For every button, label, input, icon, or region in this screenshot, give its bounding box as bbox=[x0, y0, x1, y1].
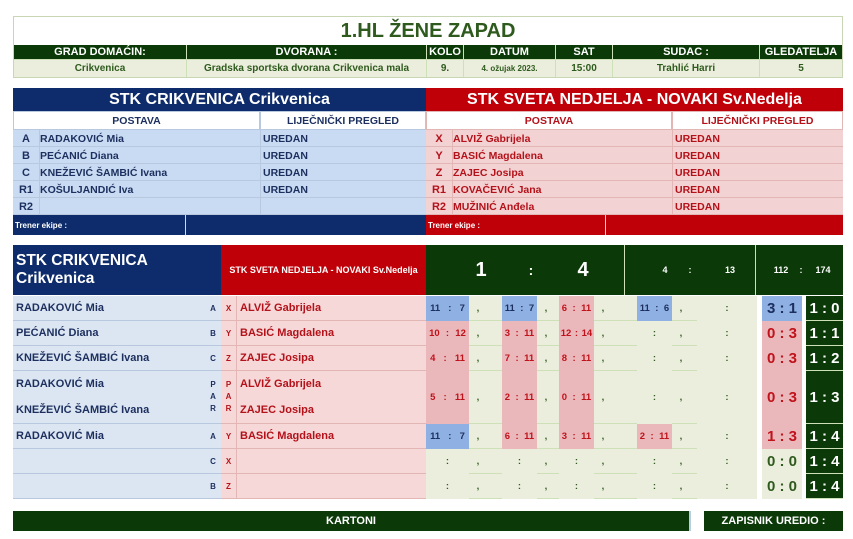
set-score bbox=[502, 346, 537, 371]
set-comma: , bbox=[544, 353, 548, 364]
set-comma: , bbox=[679, 328, 683, 339]
away-team-name: STK SVETA NEDJELJA - NOVAKI Sv.Nedelja bbox=[426, 88, 843, 111]
home-team-box bbox=[13, 88, 426, 235]
set-score bbox=[502, 474, 537, 499]
value-dvorana: Gradska sportska dvorana Crikvenica mala bbox=[187, 59, 427, 77]
match-away-players bbox=[237, 424, 426, 449]
home-player-name: RADAKOVIĆ Mia bbox=[16, 430, 105, 442]
set-separator: : bbox=[517, 481, 522, 492]
set-comma: , bbox=[601, 303, 605, 314]
set-separator: : bbox=[725, 392, 729, 403]
set-score bbox=[697, 296, 757, 321]
summary-away-name: STK SVETA NEDJELJA - NOVAKI Sv.Nedelja bbox=[221, 245, 426, 295]
match-home-players bbox=[13, 346, 205, 371]
set-score bbox=[426, 449, 469, 474]
set-separator: : bbox=[515, 353, 519, 364]
set-away-points: 6 bbox=[663, 303, 670, 314]
set-away-points: 11 bbox=[581, 353, 592, 364]
home-postava-label: POSTAVA bbox=[13, 111, 260, 130]
running-total: 1 : 2 bbox=[806, 346, 843, 371]
match-result: 0 : 3 bbox=[762, 321, 802, 346]
slot-letter: A bbox=[225, 392, 232, 401]
player-row bbox=[426, 164, 843, 181]
set-separator: : bbox=[448, 431, 452, 442]
col-kolo: KOLO bbox=[427, 45, 464, 59]
divider bbox=[185, 215, 186, 235]
player-status: UREDAN bbox=[672, 198, 843, 215]
player-row bbox=[13, 130, 426, 147]
set-comma: , bbox=[601, 392, 605, 403]
set-score bbox=[637, 321, 672, 346]
player-slot: R1 bbox=[18, 183, 34, 196]
set-separator: : bbox=[655, 303, 659, 314]
home-slot bbox=[205, 449, 221, 474]
set-comma: , bbox=[476, 353, 480, 364]
home-matches-won: 1 bbox=[475, 258, 487, 281]
value-gledatelja: 5 bbox=[760, 59, 842, 77]
away-player-name: ZAJEC Josipa bbox=[240, 352, 314, 364]
set-separator: : bbox=[650, 431, 654, 442]
set-score bbox=[559, 449, 594, 474]
slot-letter: B bbox=[210, 481, 216, 491]
set-comma: , bbox=[679, 456, 683, 467]
player-slot: Z bbox=[435, 166, 443, 179]
away-slot bbox=[221, 449, 237, 474]
set-home-points: 0 bbox=[561, 392, 568, 403]
player-status: UREDAN bbox=[260, 130, 426, 147]
home-slot bbox=[205, 371, 221, 424]
match-away-players bbox=[237, 296, 426, 321]
set-score bbox=[697, 321, 757, 346]
value-sudac: Trahlić Harri bbox=[613, 59, 760, 77]
home-player-name: RADAKOVIĆ Mia bbox=[16, 378, 105, 390]
set-score bbox=[637, 449, 672, 474]
slot-letter: P bbox=[210, 380, 216, 389]
set-comma: , bbox=[679, 303, 683, 314]
col-gledatelja: GLEDATELJA bbox=[760, 45, 842, 59]
set-separator: : bbox=[572, 392, 576, 403]
home-slot bbox=[205, 346, 221, 371]
zapisnik-bar bbox=[704, 511, 843, 531]
away-player-name: ZAJEC Josipa bbox=[240, 404, 314, 416]
player-slot: R2 bbox=[18, 200, 34, 213]
player-status: UREDAN bbox=[260, 181, 426, 198]
set-score bbox=[502, 296, 537, 321]
set-score bbox=[426, 321, 469, 346]
player-row bbox=[426, 130, 843, 147]
match-away-players bbox=[237, 346, 426, 371]
home-player-name: KNEŽEVIĆ ŠAMBIĆ Ivana bbox=[16, 352, 150, 364]
away-postava-label: POSTAVA bbox=[426, 111, 672, 130]
col-sudac: SUDAC : bbox=[613, 45, 760, 59]
match-away-players bbox=[237, 449, 426, 474]
set-score bbox=[637, 474, 672, 499]
match-result: 1 : 3 bbox=[762, 424, 802, 449]
set-separator: : bbox=[725, 328, 729, 339]
divider bbox=[605, 215, 606, 235]
value-datum: 4. ožujak 2023. bbox=[464, 59, 556, 77]
match-away-players bbox=[237, 371, 426, 424]
home-trener-label: Trener ekipe : bbox=[15, 220, 68, 230]
set-comma: , bbox=[476, 328, 480, 339]
player-name: PEĆANIĆ Diana bbox=[39, 147, 260, 164]
set-home-points: 7 bbox=[504, 353, 511, 364]
set-separator: : bbox=[443, 353, 447, 364]
set-separator: : bbox=[652, 456, 657, 467]
set-comma: , bbox=[679, 481, 683, 492]
home-sets: 4 bbox=[662, 265, 668, 275]
away-player-name: ALVIŽ Gabrijela bbox=[240, 302, 322, 314]
player-name: ALVIŽ Gabrijela bbox=[452, 130, 672, 147]
set-away-points: 11 bbox=[524, 353, 535, 364]
set-score bbox=[697, 346, 757, 371]
set-score bbox=[637, 296, 672, 321]
away-slot bbox=[221, 346, 237, 371]
set-separator: : bbox=[572, 303, 576, 314]
set-away-points: 12 bbox=[455, 328, 466, 339]
running-total: 1 : 4 bbox=[806, 449, 843, 474]
set-comma: , bbox=[476, 456, 480, 467]
set-comma: , bbox=[679, 431, 683, 442]
player-row bbox=[13, 147, 426, 164]
set-comma: , bbox=[476, 431, 480, 442]
set-score bbox=[697, 424, 757, 449]
slot-letter: C bbox=[210, 353, 216, 363]
set-score bbox=[426, 424, 469, 449]
slot-letter: Y bbox=[225, 328, 232, 338]
player-status bbox=[260, 198, 426, 215]
set-score bbox=[559, 296, 594, 321]
set-home-points: 8 bbox=[561, 353, 568, 364]
set-comma: , bbox=[601, 456, 605, 467]
match-result: 0 : 3 bbox=[762, 346, 802, 371]
set-separator: : bbox=[515, 392, 519, 403]
set-score bbox=[559, 371, 594, 424]
set-separator: : bbox=[574, 481, 579, 492]
set-score bbox=[697, 474, 757, 499]
separator: : bbox=[799, 265, 803, 275]
player-row bbox=[13, 164, 426, 181]
set-home-points: 12 bbox=[560, 328, 572, 339]
slot-letter: Y bbox=[225, 431, 232, 441]
away-trener-label: Trener ekipe : bbox=[428, 220, 481, 230]
home-points: 112 bbox=[773, 265, 789, 275]
set-away-points: 11 bbox=[581, 431, 592, 442]
set-away-points: 7 bbox=[459, 431, 465, 442]
player-name: MUŽINIĆ Anđela bbox=[452, 198, 672, 215]
set-comma: , bbox=[679, 392, 683, 403]
set-score bbox=[502, 424, 537, 449]
set-score bbox=[637, 371, 672, 424]
zapisnik-label: ZAPISNIK UREDIO : bbox=[721, 515, 826, 527]
player-slot: R2 bbox=[431, 200, 447, 213]
kartoni-label: KARTONI bbox=[326, 515, 376, 527]
away-slot bbox=[221, 474, 237, 499]
set-comma: , bbox=[544, 328, 548, 339]
set-away-points: 11 bbox=[454, 353, 465, 364]
match-score-total bbox=[426, 245, 625, 295]
set-comma: , bbox=[544, 481, 548, 492]
set-comma: , bbox=[544, 456, 548, 467]
home-slot bbox=[205, 321, 221, 346]
set-home-points: 11 bbox=[504, 303, 515, 314]
league-title: 1.HL ŽENE ZAPAD bbox=[14, 17, 842, 45]
player-slot: X bbox=[435, 132, 443, 145]
set-comma: , bbox=[601, 353, 605, 364]
player-status: UREDAN bbox=[672, 130, 843, 147]
summary-home-name: STK CRIKVENICA Crikvenica bbox=[13, 245, 221, 295]
slot-letter: B bbox=[210, 328, 216, 338]
set-separator: : bbox=[652, 353, 657, 364]
col-datum: DATUM bbox=[464, 45, 556, 59]
set-home-points: 4 bbox=[430, 353, 436, 364]
player-row bbox=[426, 147, 843, 164]
player-name bbox=[39, 198, 260, 215]
running-total: 1 : 3 bbox=[806, 371, 843, 424]
set-away-points: 11 bbox=[524, 431, 535, 442]
player-status: UREDAN bbox=[672, 164, 843, 181]
set-separator: : bbox=[445, 328, 450, 339]
set-score bbox=[559, 424, 594, 449]
match-home-players bbox=[13, 474, 205, 499]
away-player-name: BASIĆ Magdalena bbox=[240, 327, 335, 339]
player-status: UREDAN bbox=[672, 147, 843, 164]
home-player-name: PEĆANIĆ Diana bbox=[16, 327, 99, 339]
away-points: 174 bbox=[815, 265, 831, 275]
home-team-name: STK CRIKVENICA Crikvenica bbox=[13, 88, 426, 111]
player-name: KOVAČEVIĆ Jana bbox=[452, 181, 672, 198]
away-slot bbox=[221, 321, 237, 346]
set-home-points: 11 bbox=[639, 303, 650, 314]
value-grad: Crikvenica bbox=[14, 59, 187, 77]
set-comma: , bbox=[476, 303, 480, 314]
value-kolo: 9. bbox=[427, 59, 464, 77]
set-score bbox=[559, 321, 594, 346]
points-total bbox=[756, 245, 843, 295]
away-player-name: ALVIŽ Gabrijela bbox=[240, 378, 322, 390]
set-comma: , bbox=[476, 392, 480, 403]
running-total: 1 : 4 bbox=[806, 474, 843, 499]
match-home-players bbox=[13, 321, 205, 346]
set-comma: , bbox=[476, 481, 480, 492]
set-comma: , bbox=[679, 353, 683, 364]
set-score bbox=[559, 346, 594, 371]
set-score bbox=[502, 449, 537, 474]
player-status: UREDAN bbox=[672, 181, 843, 198]
match-home-players bbox=[13, 424, 205, 449]
match-home-players bbox=[13, 449, 205, 474]
set-home-points: 11 bbox=[430, 431, 441, 442]
away-player-name: BASIĆ Magdalena bbox=[240, 430, 335, 442]
set-home-points: 2 bbox=[639, 431, 646, 442]
col-dvorana: DVORANA : bbox=[187, 45, 427, 59]
set-home-points: 3 bbox=[504, 328, 511, 339]
set-score bbox=[426, 371, 469, 424]
set-separator: : bbox=[445, 456, 450, 467]
slot-letter: Z bbox=[226, 481, 231, 491]
set-score bbox=[502, 321, 537, 346]
home-player-name: RADAKOVIĆ Mia bbox=[16, 302, 105, 314]
player-slot: B bbox=[22, 149, 30, 162]
set-comma: , bbox=[544, 431, 548, 442]
set-separator: : bbox=[574, 328, 579, 339]
slot-letter: A bbox=[210, 431, 216, 441]
set-away-points: 11 bbox=[659, 431, 670, 442]
set-comma: , bbox=[601, 481, 605, 492]
slot-letter: X bbox=[225, 303, 232, 313]
set-away-points: 11 bbox=[524, 392, 535, 403]
set-separator: : bbox=[515, 431, 519, 442]
away-slot bbox=[221, 371, 237, 424]
player-slot: Y bbox=[435, 149, 443, 162]
running-total: 1 : 4 bbox=[806, 424, 843, 449]
sets-total bbox=[625, 245, 756, 295]
slot-letter: Z bbox=[226, 353, 231, 363]
set-separator: : bbox=[448, 303, 452, 314]
set-separator: : bbox=[652, 392, 657, 403]
match-result: 3 : 1 bbox=[762, 296, 802, 321]
set-score bbox=[426, 346, 469, 371]
match-result: 0 : 0 bbox=[762, 449, 802, 474]
set-home-points: 11 bbox=[430, 303, 441, 314]
set-home-points: 6 bbox=[504, 431, 511, 442]
away-matches-won: 4 bbox=[577, 258, 589, 281]
set-home-points: 5 bbox=[430, 392, 436, 403]
slot-letter: P bbox=[225, 380, 232, 389]
away-sets: 13 bbox=[724, 265, 735, 275]
set-separator: : bbox=[652, 328, 657, 339]
set-separator: : bbox=[443, 392, 447, 403]
set-separator: : bbox=[445, 481, 450, 492]
player-name: BASIĆ Magdalena bbox=[452, 147, 672, 164]
away-slot bbox=[221, 424, 237, 449]
set-comma: , bbox=[601, 328, 605, 339]
set-score bbox=[559, 474, 594, 499]
set-home-points: 6 bbox=[561, 303, 568, 314]
set-separator: : bbox=[725, 303, 729, 314]
set-home-points: 2 bbox=[504, 392, 511, 403]
slot-letter: A bbox=[210, 392, 216, 401]
set-separator: : bbox=[520, 303, 524, 314]
match-result: 0 : 3 bbox=[762, 371, 802, 424]
set-score bbox=[637, 346, 672, 371]
col-grad-domacin: GRAD DOMAĆIN: bbox=[14, 45, 187, 59]
match-home-players bbox=[13, 296, 205, 321]
player-row bbox=[426, 181, 843, 198]
player-name: KOŠULJANDIĆ Iva bbox=[39, 181, 260, 198]
home-slot bbox=[205, 474, 221, 499]
set-away-points: 11 bbox=[524, 328, 535, 339]
player-row bbox=[426, 198, 843, 215]
set-separator: : bbox=[725, 353, 729, 364]
set-away-points: 11 bbox=[581, 392, 592, 403]
set-separator: : bbox=[574, 456, 579, 467]
match-home-players bbox=[13, 371, 205, 424]
player-name: KNEŽEVIĆ ŠAMBIĆ Ivana bbox=[39, 164, 260, 181]
set-comma: , bbox=[544, 392, 548, 403]
slot-letter: X bbox=[225, 456, 232, 466]
away-pregled-label: LIJEČNIČKI PREGLED bbox=[672, 111, 843, 130]
set-separator: : bbox=[572, 431, 576, 442]
set-home-points: 10 bbox=[429, 328, 440, 339]
set-separator: : bbox=[725, 456, 729, 467]
set-away-points: 11 bbox=[454, 392, 465, 403]
value-sat: 15:00 bbox=[556, 59, 613, 77]
away-trener-row bbox=[426, 215, 843, 235]
player-slot: A bbox=[22, 132, 30, 145]
set-away-points: 7 bbox=[528, 303, 535, 314]
home-player-name: KNEŽEVIĆ ŠAMBIĆ Ivana bbox=[16, 404, 150, 416]
player-status: UREDAN bbox=[260, 147, 426, 164]
player-name: ZAJEC Josipa bbox=[452, 164, 672, 181]
player-name: RADAKOVIĆ Mia bbox=[39, 130, 260, 147]
player-slot: C bbox=[22, 166, 30, 179]
set-comma: , bbox=[544, 303, 548, 314]
set-score bbox=[426, 296, 469, 321]
home-slot bbox=[205, 424, 221, 449]
separator: : bbox=[528, 262, 534, 278]
player-row bbox=[13, 198, 426, 215]
match-result: 0 : 0 bbox=[762, 474, 802, 499]
col-sat: SAT bbox=[556, 45, 613, 59]
kartoni-bar bbox=[13, 511, 691, 531]
slot-letter: C bbox=[210, 456, 216, 466]
set-score bbox=[637, 424, 672, 449]
running-total: 1 : 0 bbox=[806, 296, 843, 321]
set-score bbox=[697, 371, 757, 424]
home-pregled-label: LIJEČNIČKI PREGLED bbox=[260, 111, 426, 130]
slot-letter: R bbox=[225, 404, 232, 413]
set-away-points: 14 bbox=[581, 328, 593, 339]
home-trener-row bbox=[13, 215, 426, 235]
match-away-players bbox=[237, 474, 426, 499]
match-header bbox=[13, 16, 843, 78]
set-separator: : bbox=[517, 456, 522, 467]
set-separator: : bbox=[725, 481, 729, 492]
set-score bbox=[697, 449, 757, 474]
away-team-box bbox=[426, 88, 843, 235]
separator: : bbox=[688, 265, 692, 275]
away-slot bbox=[221, 296, 237, 321]
player-status: UREDAN bbox=[260, 164, 426, 181]
set-separator: : bbox=[572, 353, 576, 364]
set-comma: , bbox=[601, 431, 605, 442]
set-separator: : bbox=[652, 481, 657, 492]
set-score bbox=[426, 474, 469, 499]
player-row bbox=[13, 181, 426, 198]
home-slot bbox=[205, 296, 221, 321]
set-separator: : bbox=[515, 328, 519, 339]
slot-letter: A bbox=[210, 303, 216, 313]
match-away-players bbox=[237, 321, 426, 346]
player-slot: R1 bbox=[431, 183, 447, 196]
set-away-points: 11 bbox=[581, 303, 592, 314]
set-away-points: 7 bbox=[459, 303, 465, 314]
set-score bbox=[502, 371, 537, 424]
set-home-points: 3 bbox=[561, 431, 568, 442]
running-total: 1 : 1 bbox=[806, 321, 843, 346]
set-separator: : bbox=[725, 431, 729, 442]
slot-letter: R bbox=[210, 404, 216, 413]
